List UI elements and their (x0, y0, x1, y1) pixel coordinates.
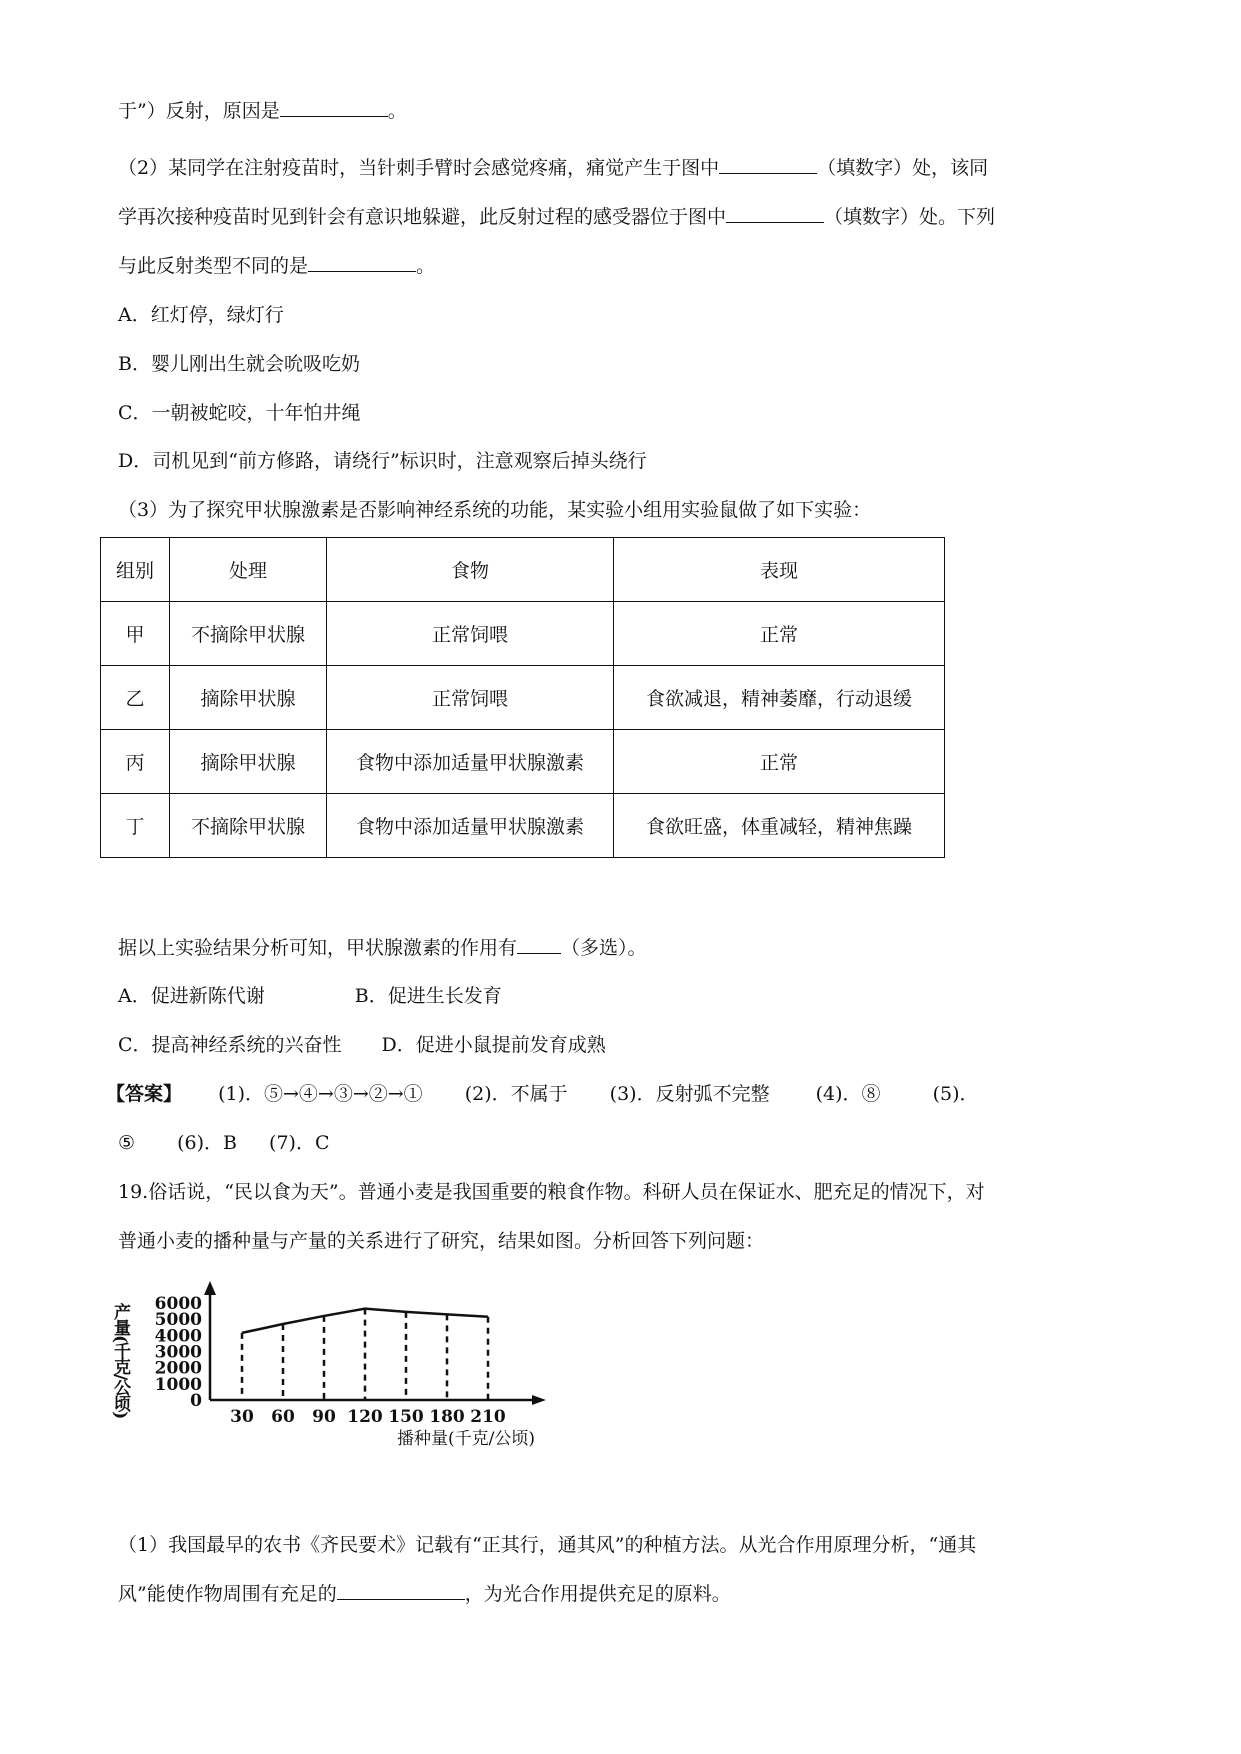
y-tick-label: 4000 (154, 1326, 202, 1347)
x-axis-label: 播种量(千克/公顷) (397, 1429, 535, 1449)
x-tick-label: 150 (388, 1407, 424, 1427)
table-cell: 不摘除甲状腺 (170, 794, 327, 858)
x-axis-arrow (532, 1395, 546, 1405)
x-tick-label: 60 (271, 1407, 295, 1427)
table-cell: 摘除甲状腺 (170, 730, 327, 794)
table-row (101, 794, 945, 858)
answer-blank[interactable] (280, 98, 388, 117)
y-axis-label: 产量(千克/公顷) (110, 1303, 130, 1419)
y-tick-label: 6000 (154, 1294, 202, 1314)
table-row (101, 666, 945, 730)
answer-label: 【答案】 (106, 1083, 183, 1105)
table-cell: 正常 (614, 730, 945, 794)
experiment-table (100, 537, 945, 858)
yield-chart (110, 1275, 632, 1449)
table-row (101, 730, 945, 794)
answer-blank[interactable] (517, 935, 561, 954)
header-cell: 组别 (101, 538, 170, 602)
q18-p3: （3）为了探究甲状腺激素是否影响神经系统的功能，某实验小组用实验鼠做了如下实验： (118, 499, 872, 521)
x-tick-label: 30 (230, 1407, 254, 1427)
table-cell: 食欲旺盛，体重减轻，精神焦躁 (614, 794, 945, 858)
header-cell: 处理 (170, 538, 327, 602)
option-d: D．司机见到“前方修路，请绕行”标识时，注意观察后掉头绕行 (118, 450, 647, 472)
q18-p4: 据以上实验结果分析可知，甲状腺激素的作用有 （多选）。 (118, 937, 647, 959)
answer-line1: 【答案】 (1)．⑤→④→③→②→① (2)．不属于 (3)．反射弧不完整 (4)．⑧ (5)． (106, 1083, 979, 1105)
answer-blank[interactable] (337, 1581, 465, 1600)
table-cell: 甲 (101, 602, 170, 666)
table-cell: 丁 (101, 794, 170, 858)
table-row (101, 602, 945, 666)
table-cell: 正常 (614, 602, 945, 666)
q18-line1: 于”）反射，原因是 。 (118, 100, 407, 122)
answer-blank[interactable] (308, 253, 416, 272)
table-cell: 正常饲喂 (327, 666, 614, 730)
q18-opts-ab: A．促进新陈代谢 B．促进生长发育 (118, 985, 502, 1007)
table-cell: 乙 (101, 666, 170, 730)
q18-p2-line3: 与此反射类型不同的是 。 (118, 255, 436, 277)
option-b: B．婴儿刚出生就会吮吸吃奶 (118, 353, 360, 375)
table-cell: 摘除甲状腺 (170, 666, 327, 730)
q18-p2-line2: 学再次接种疫苗时见到针会有意识地躲避，此反射过程的感受器位于图中 （填数字）处。下列 (118, 206, 996, 228)
y-tick-label: 5000 (154, 1310, 202, 1331)
y-axis-arrow (204, 1281, 216, 1295)
q19-line2: 普通小麦的播种量与产量的关系进行了研究，结果如图。分析回答下列问题： (118, 1230, 765, 1252)
header-cell: 食物 (327, 538, 614, 602)
table-cell: 丙 (101, 730, 170, 794)
q18-p2-line1: （2）某同学在注射疫苗时，当针刺手臂时会感觉疼痛，痛觉产生于图中 （填数字）处，该同 (118, 157, 989, 179)
q19-line1: 19.俗话说，“民以食为天”。普通小麦是我国重要的粮食作物。科研人员在保证水、肥充足的情况下，对 (118, 1181, 985, 1203)
table-cell: 正常饲喂 (327, 602, 614, 666)
table-cell: 不摘除甲状腺 (170, 602, 327, 666)
answer-blank[interactable] (726, 204, 824, 223)
answer-blank[interactable] (719, 155, 817, 174)
header-cell: 表现 (614, 538, 945, 602)
q19-p1-line1: （1）我国最早的农书《齐民要术》记载有“正其行，通其风”的种植方法。从光合作用原理分析，“通其 (118, 1534, 977, 1556)
table-cell: 食物中添加适量甲状腺激素 (327, 730, 614, 794)
y-tick-label: 2000 (154, 1358, 202, 1379)
option-c: C．一朝被蛇咬，十年怕井绳 (118, 402, 361, 424)
x-tick-label: 180 (429, 1407, 465, 1427)
y-tick-label: 1000 (154, 1374, 202, 1395)
answer-line2: ⑤ (6)．B (7)．C (118, 1132, 330, 1154)
x-tick-label: 120 (347, 1407, 383, 1427)
q18-opts-cd: C．提高神经系统的兴奋性 D．促进小鼠提前发育成熟 (118, 1034, 606, 1056)
table-header-row (101, 538, 945, 602)
q19-p1-line2: 风”能使作物周围有充足的 ，为光合作用提供充足的原料。 (118, 1583, 731, 1605)
y-tick-label: 3000 (154, 1342, 202, 1363)
x-tick-label: 210 (470, 1407, 506, 1427)
y-tick-label: 0 (190, 1391, 202, 1411)
option-a: A．红灯停，绿灯行 (118, 304, 284, 326)
table-cell: 食物中添加适量甲状腺激素 (327, 794, 614, 858)
table-cell: 食欲减退，精神萎靡，行动退缓 (614, 666, 945, 730)
x-tick-label: 90 (312, 1407, 336, 1427)
